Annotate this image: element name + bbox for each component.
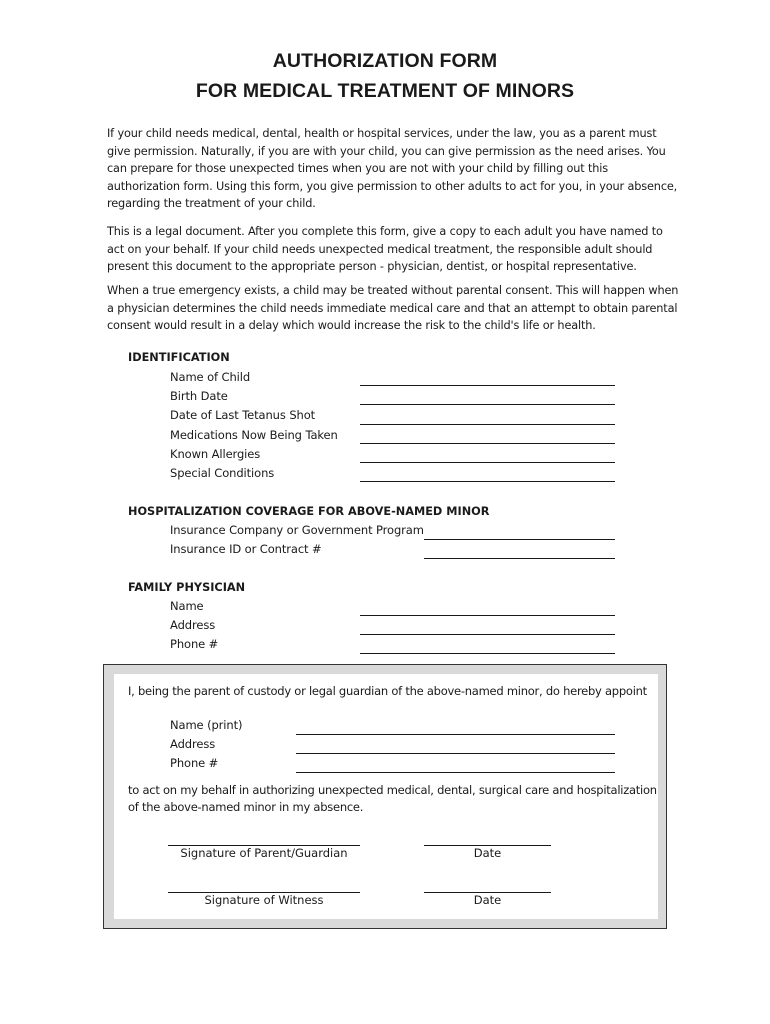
tetanus-shot-field[interactable]	[360, 424, 615, 425]
appointee-name-field[interactable]	[296, 734, 615, 735]
family-physician-heading: FAMILY PHYSICIAN	[128, 581, 246, 594]
intro-p3-line: When a true emergency exists, a child may be treated without parental consent. This will happen when	[107, 284, 679, 297]
medications-label: Medications Now Being Taken	[170, 428, 338, 442]
name-of-child-label: Name of Child	[170, 370, 251, 384]
physician-address-field[interactable]	[360, 634, 615, 635]
physician-phone-label: Phone #	[170, 637, 219, 651]
allergies-label: Known Allergies	[170, 447, 261, 461]
birth-date-label: Birth Date	[170, 389, 228, 403]
appointee-phone-field[interactable]	[296, 772, 615, 773]
intro-p1-line: can prepare for those unexpected times when you are not with your child by filling out this	[107, 162, 609, 175]
intro-p1-line: regarding the treatment of your child.	[107, 197, 316, 210]
intro-paragraph-1	[107, 125, 687, 213]
allergies-field[interactable]	[360, 462, 615, 463]
insurance-id-field[interactable]	[424, 558, 615, 559]
intro-p1-line: give permission. Naturally, if you are with your child, you can give permission as the need arises. You	[107, 144, 666, 158]
birth-date-field[interactable]	[360, 404, 615, 405]
insurance-company-label: Insurance Company or Government Program	[170, 523, 424, 537]
intro-p2-line: present this document to the appropriate person - physician, dentist, or hospital representative.	[107, 260, 637, 273]
special-conditions-field[interactable]	[360, 481, 615, 482]
physician-address-label: Address	[170, 618, 216, 632]
medications-field[interactable]	[360, 443, 615, 444]
form-title-line-1: AUTHORIZATION FORM	[272, 50, 498, 72]
appointee-address-label: Address	[170, 737, 216, 751]
intro-paragraph-3	[107, 282, 687, 335]
special-conditions-label: Special Conditions	[170, 466, 275, 480]
physician-phone-field[interactable]	[360, 653, 615, 654]
appointee-address-field[interactable]	[296, 753, 615, 754]
tetanus-shot-label: Date of Last Tetanus Shot	[170, 408, 316, 422]
intro-p1-line: If your child needs medical, dental, health or hospital services, under the law, you as a parent must	[107, 127, 657, 140]
appointment-closing	[128, 782, 658, 815]
closing-line: of the above-named minor in my absence.	[128, 799, 364, 814]
intro-p1-line: authorization form. Using this form, you give permission to other adults to act for you, in your absence,	[107, 179, 678, 193]
intro-p2-line: This is a legal document. After you complete this form, give a copy to each adult you have named to	[107, 225, 663, 238]
form-title-line-2: FOR MEDICAL TREATMENT OF MINORS	[195, 80, 575, 102]
insurance-id-label: Insurance ID or Contract #	[170, 542, 322, 556]
parent-date-label: Date	[473, 846, 502, 860]
name-of-child-field[interactable]	[360, 385, 615, 386]
physician-name-label: Name	[170, 599, 204, 613]
appointee-phone-label: Phone #	[170, 756, 219, 770]
hospitalization-heading: HOSPITALIZATION COVERAGE FOR ABOVE-NAMED MINOR	[128, 505, 490, 518]
appointee-name-label: Name (print)	[170, 718, 243, 732]
closing-line: to act on my behalf in authorizing unexpected medical, dental, surgical care and hospitalization	[128, 783, 657, 797]
witness-signature-label: Signature of Witness	[204, 893, 324, 907]
intro-paragraph-2	[107, 223, 687, 276]
intro-p3-line: a physician determines the child needs immediate medical care and that an attempt to obtain parental	[107, 301, 678, 315]
appointment-statement: I, being the parent of custody or legal guardian of the above-named minor, do hereby appoint	[128, 684, 647, 698]
witness-date-label: Date	[473, 893, 502, 907]
identification-heading: IDENTIFICATION	[128, 351, 230, 364]
physician-name-field[interactable]	[360, 615, 615, 616]
intro-p2-line: act on your behalf. If your child needs unexpected medical treatment, the responsible adult should	[107, 242, 653, 256]
intro-p3-line: consent would result in a delay which would increase the risk to the child's life or health.	[107, 319, 596, 332]
parent-signature-label: Signature of Parent/Guardian	[180, 846, 348, 860]
insurance-company-field[interactable]	[424, 539, 615, 540]
